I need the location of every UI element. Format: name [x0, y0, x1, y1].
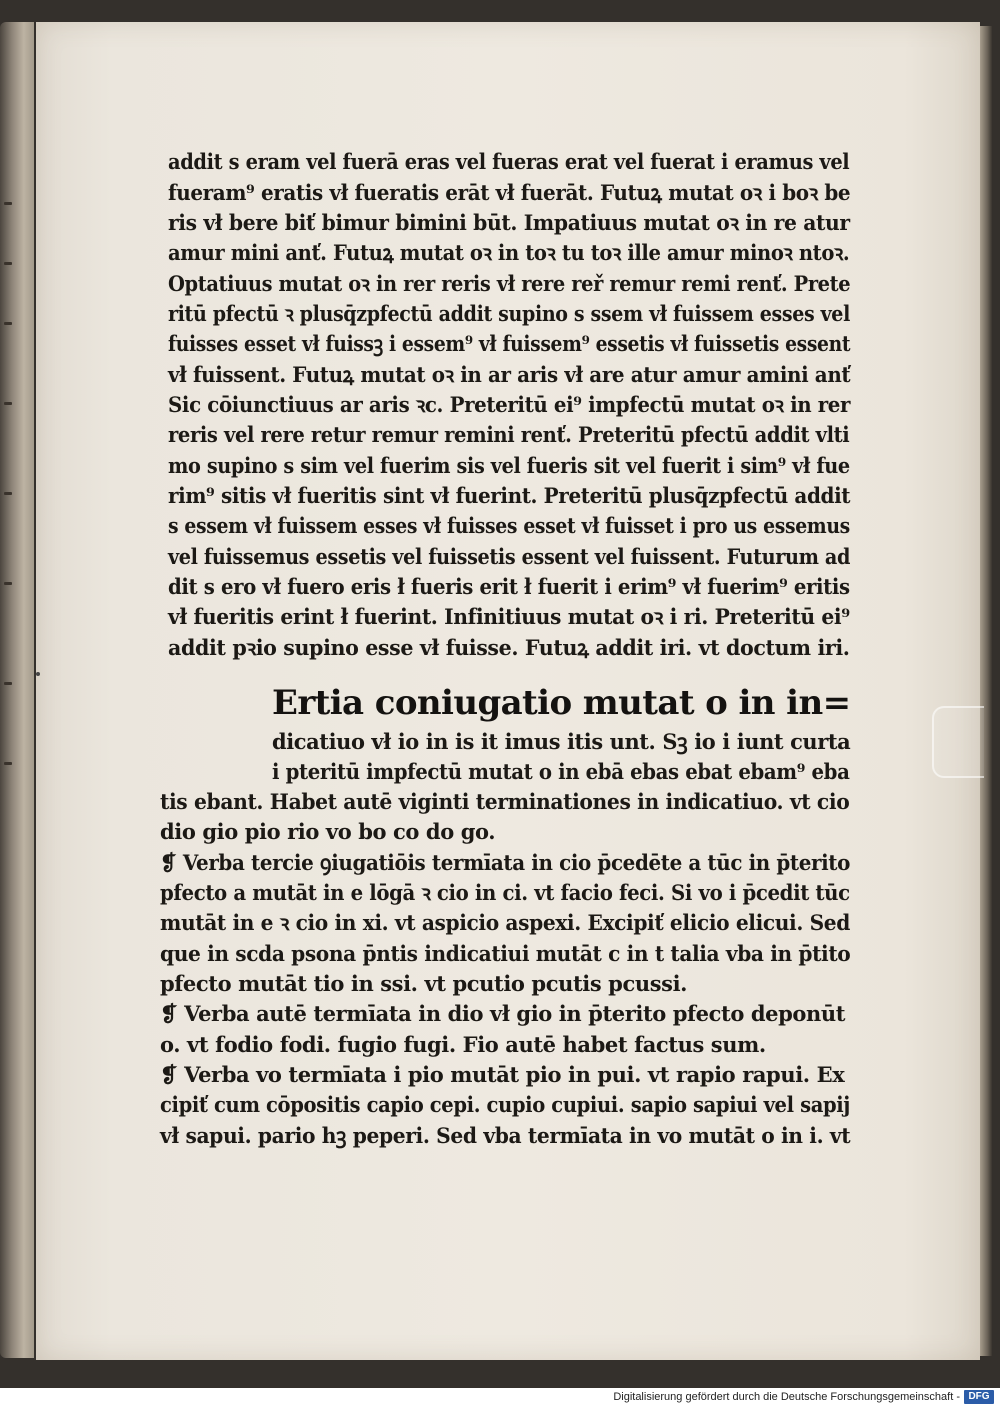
text-line: amur mini anť. Futuꝝ mutat oꝛ in toꝛ tu toꝛ ille amur minoꝛ ntoꝛ. [168, 240, 850, 265]
text-line: vł fuissent. Futuꝝ mutat oꝛ in ar aris vł are atur amur amini anť [168, 362, 851, 387]
text-line: mutāt in e ꝛ cio in xi. vt aspicio aspexi. Excipiť elicio elicui. Sed [160, 910, 850, 935]
text-line: ❡ Verba tercie ꝯiugatiōis termīata in cio p̄cedēte a tūc in p̄terito [160, 850, 850, 875]
text-line: ritū pfectū ꝛ plusq̄zpfectū addit supino s ssem vł fuissem esses vel [168, 301, 850, 326]
text-line: rim⁹ sitis vł fueritis sint vł fuerint. Preteritū plusq̄zpfectū addit [168, 483, 851, 508]
text-line: Optatiuus mutat oꝛ in rer reris vł rere reř remur remi renť. Prete [168, 271, 851, 296]
text-line: o. vt fodio fodi. fugio fugi. Fio autē habet factus sum. [160, 1032, 766, 1057]
text-line: dio gio pio rio vo bo co do go. [160, 819, 496, 844]
text-line: i pteritū impfectū mutat o in ebā ebas ebat ebam⁹ eba [272, 759, 850, 784]
text-line: pfecto mutāt tio in ssi. vt pcutio pcutis pcussi. [160, 971, 688, 996]
text-line: fueram⁹ eratis vł fueratis erāt vł fuerāt. Futuꝝ mutat oꝛ i boꝛ be [168, 180, 851, 205]
text-line: addit s eram vel fuerā eras vel fueras erat vel fuerat i eramus vel [168, 149, 850, 174]
funding-credit: Digitalisierung gefördert durch die Deutsche Forschungsgemeinschaft - [613, 1391, 960, 1403]
text-line: ❡ Verba autē termīata in dio vł gio in p̄terito pfecto deponūt [160, 1001, 846, 1026]
dfg-logo[interactable]: DFG [964, 1390, 994, 1404]
section-heading: Ertia coniugatio mutat o in in= [272, 683, 851, 723]
text-line: fuisses esset vł fuissꝫ i essem⁹ vł fuissem⁹ essetis vł fuissetis essent [168, 331, 851, 356]
text-line: que in scda psona p̄ntis indicatiui mutāt c in t talia vba in p̄tito [160, 941, 851, 966]
text-line: mo supino s sim vel fuerim sis vel fueris sit vel fuerit i sim⁹ vł fue [168, 453, 850, 478]
text-line: dit s ero vł fuero eris ł fueris erit ł fuerit i erim⁹ vł fuerim⁹ eritis [168, 574, 850, 599]
footer-bar [0, 1388, 1000, 1406]
text-line: dicatiuo vł io in is it imus itis unt. Sꝫ io i iunt curta [272, 729, 851, 754]
text-line: s essem vł fuissem esses vł fuisses esset vł fuisset i pro us essemus [168, 513, 850, 538]
text-line: Sic cōiunctiuus ar aris ꝛc. Preteritū ei⁹ impfectū mutat oꝛ in rer [168, 392, 851, 417]
text-line: addit pꝛio supino esse vł fuisse. Futuꝝ addit iri. vt doctum iri. [168, 635, 850, 660]
text-line: cipiť cum cōpositis capio cepi. cupio cupiui. sapio sapiui vel sapij [160, 1092, 851, 1117]
text-line: tis ebant. Habet autē viginti terminationes in indicatiuo. vt cio [160, 789, 850, 814]
text-line: pfecto a mutāt in e lōgā ꝛ cio in ci. vt facio feci. Si vo i p̄cedit tūc [160, 880, 850, 905]
text-line: vł fueritis erint ł fuerint. Infinitiuus mutat oꝛ i ri. Preteritū ei⁹ [168, 604, 850, 629]
text-line: ris vł bere biť bimur bimini būt. Impatiuus mutat oꝛ in re atur [168, 210, 850, 235]
text-line: ❡ Verba vo termīata i pio mutāt pio in pui. vt rapio rapui. Ex [160, 1062, 845, 1087]
text-line: reris vel rere retur remur remini renť. Preteritū pfectū addit vlti [168, 422, 850, 447]
text-line: vł sapui. pario hꝫ peperi. Sed vba termīata in vo mutāt o in i. vt [160, 1123, 851, 1148]
text-line: vel fuissemus essetis vel fuissetis essent vel fuissent. Futurum ad [168, 544, 851, 569]
